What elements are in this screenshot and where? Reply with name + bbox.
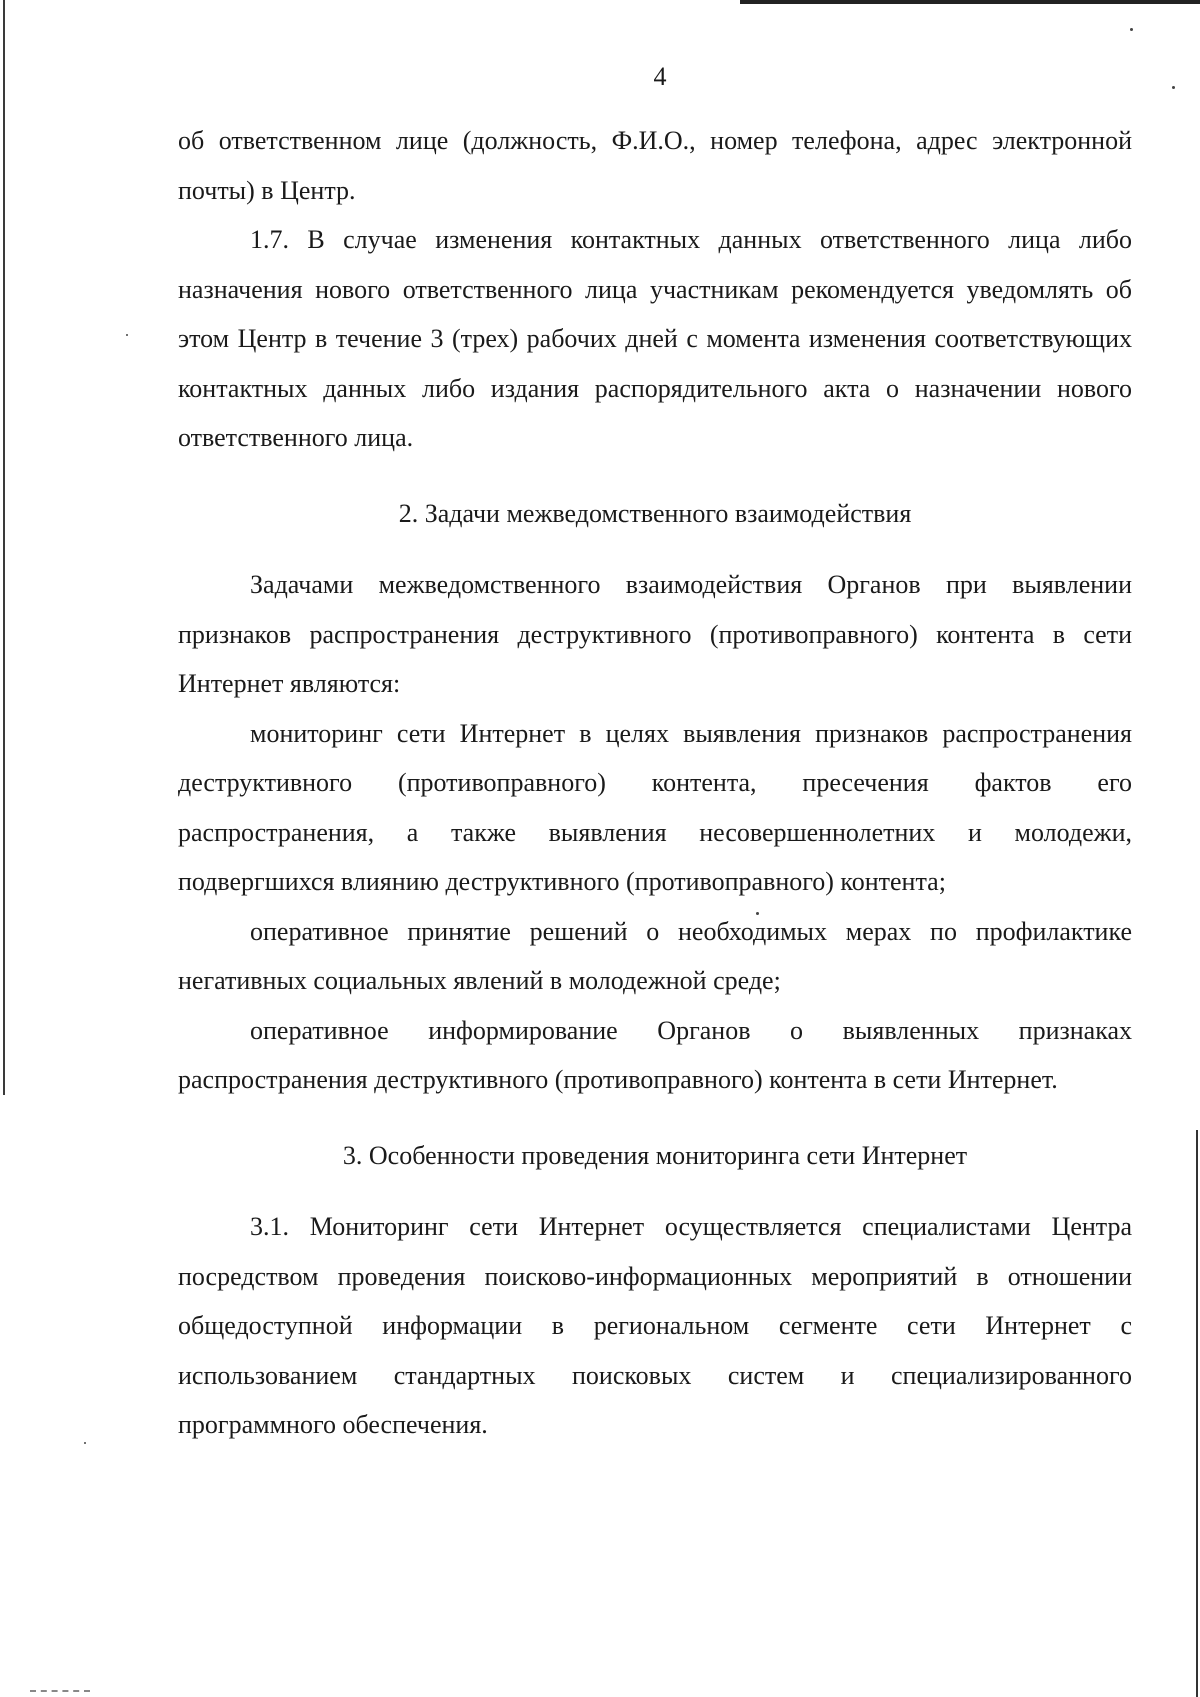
section-2-paragraph: оперативное информирование Органов о выявленных признаках распространения деструктивного (противоправного) контента в сети Интернет. <box>178 1015 1132 1094</box>
section-2-paragraph: мониторинг сети Интернет в целях выявления признаков распространения деструктивного (противоправного) контента, пресечения фактов его распространения, а также выявления несовершеннолетних и молодежи, подвергшихся влиянию деструктивного (противоправного) контента; <box>178 718 1132 896</box>
section-3-heading: 3. Особенности проведения мониторинга сети Интернет <box>342 1140 968 1170</box>
paragraph-1-7: 1.7. В случае изменения контактных данных ответственного лица либо назначения нового ответственного лица участникам рекомендуется уведомлять об этом Центр в течение 3 (трех) рабочих дней с момента изменения соответствующих контактных данных либо издания распорядительного акта о назначении нового ответственного лица. <box>178 225 1132 452</box>
paragraph-3-1: 3.1. Мониторинг сети Интернет осуществляется специалистами Центра посредством проведения поисково-информационных мероприятий в отношении общедоступной информации в региональном сегменте сети Интернет с использованием стандартных поисковых систем и специализированного программного обеспечения. <box>178 1212 1132 1439</box>
section-2-heading: 2. Задачи межведомственного взаимодействия <box>398 498 912 528</box>
scan-edge-right <box>1196 1130 1198 1697</box>
scan-edge-top <box>740 0 1200 4</box>
scan-speck <box>126 334 128 336</box>
document-body <box>178 116 1132 1450</box>
page-number: 4 <box>653 62 667 91</box>
scan-edge-left <box>3 0 5 1095</box>
section-2-paragraph: оперативное принятие решений о необходимых мерах по профилактике негативных социальных явлений в молодежной среде; <box>178 916 1132 995</box>
scan-speck <box>1130 28 1133 31</box>
footer-dash-marks <box>30 1690 90 1694</box>
paragraph-intro-continued: об ответственном лице (должность, Ф.И.О., номер телефона, адрес электронной почты) в Центр. <box>178 126 1132 205</box>
scan-speck <box>84 1442 86 1444</box>
section-2-paragraph: Задачами межведомственного взаимодействия Органов при выявлении признаков распространения деструктивного (противоправного) контента в сети Интернет являются: <box>178 570 1132 698</box>
